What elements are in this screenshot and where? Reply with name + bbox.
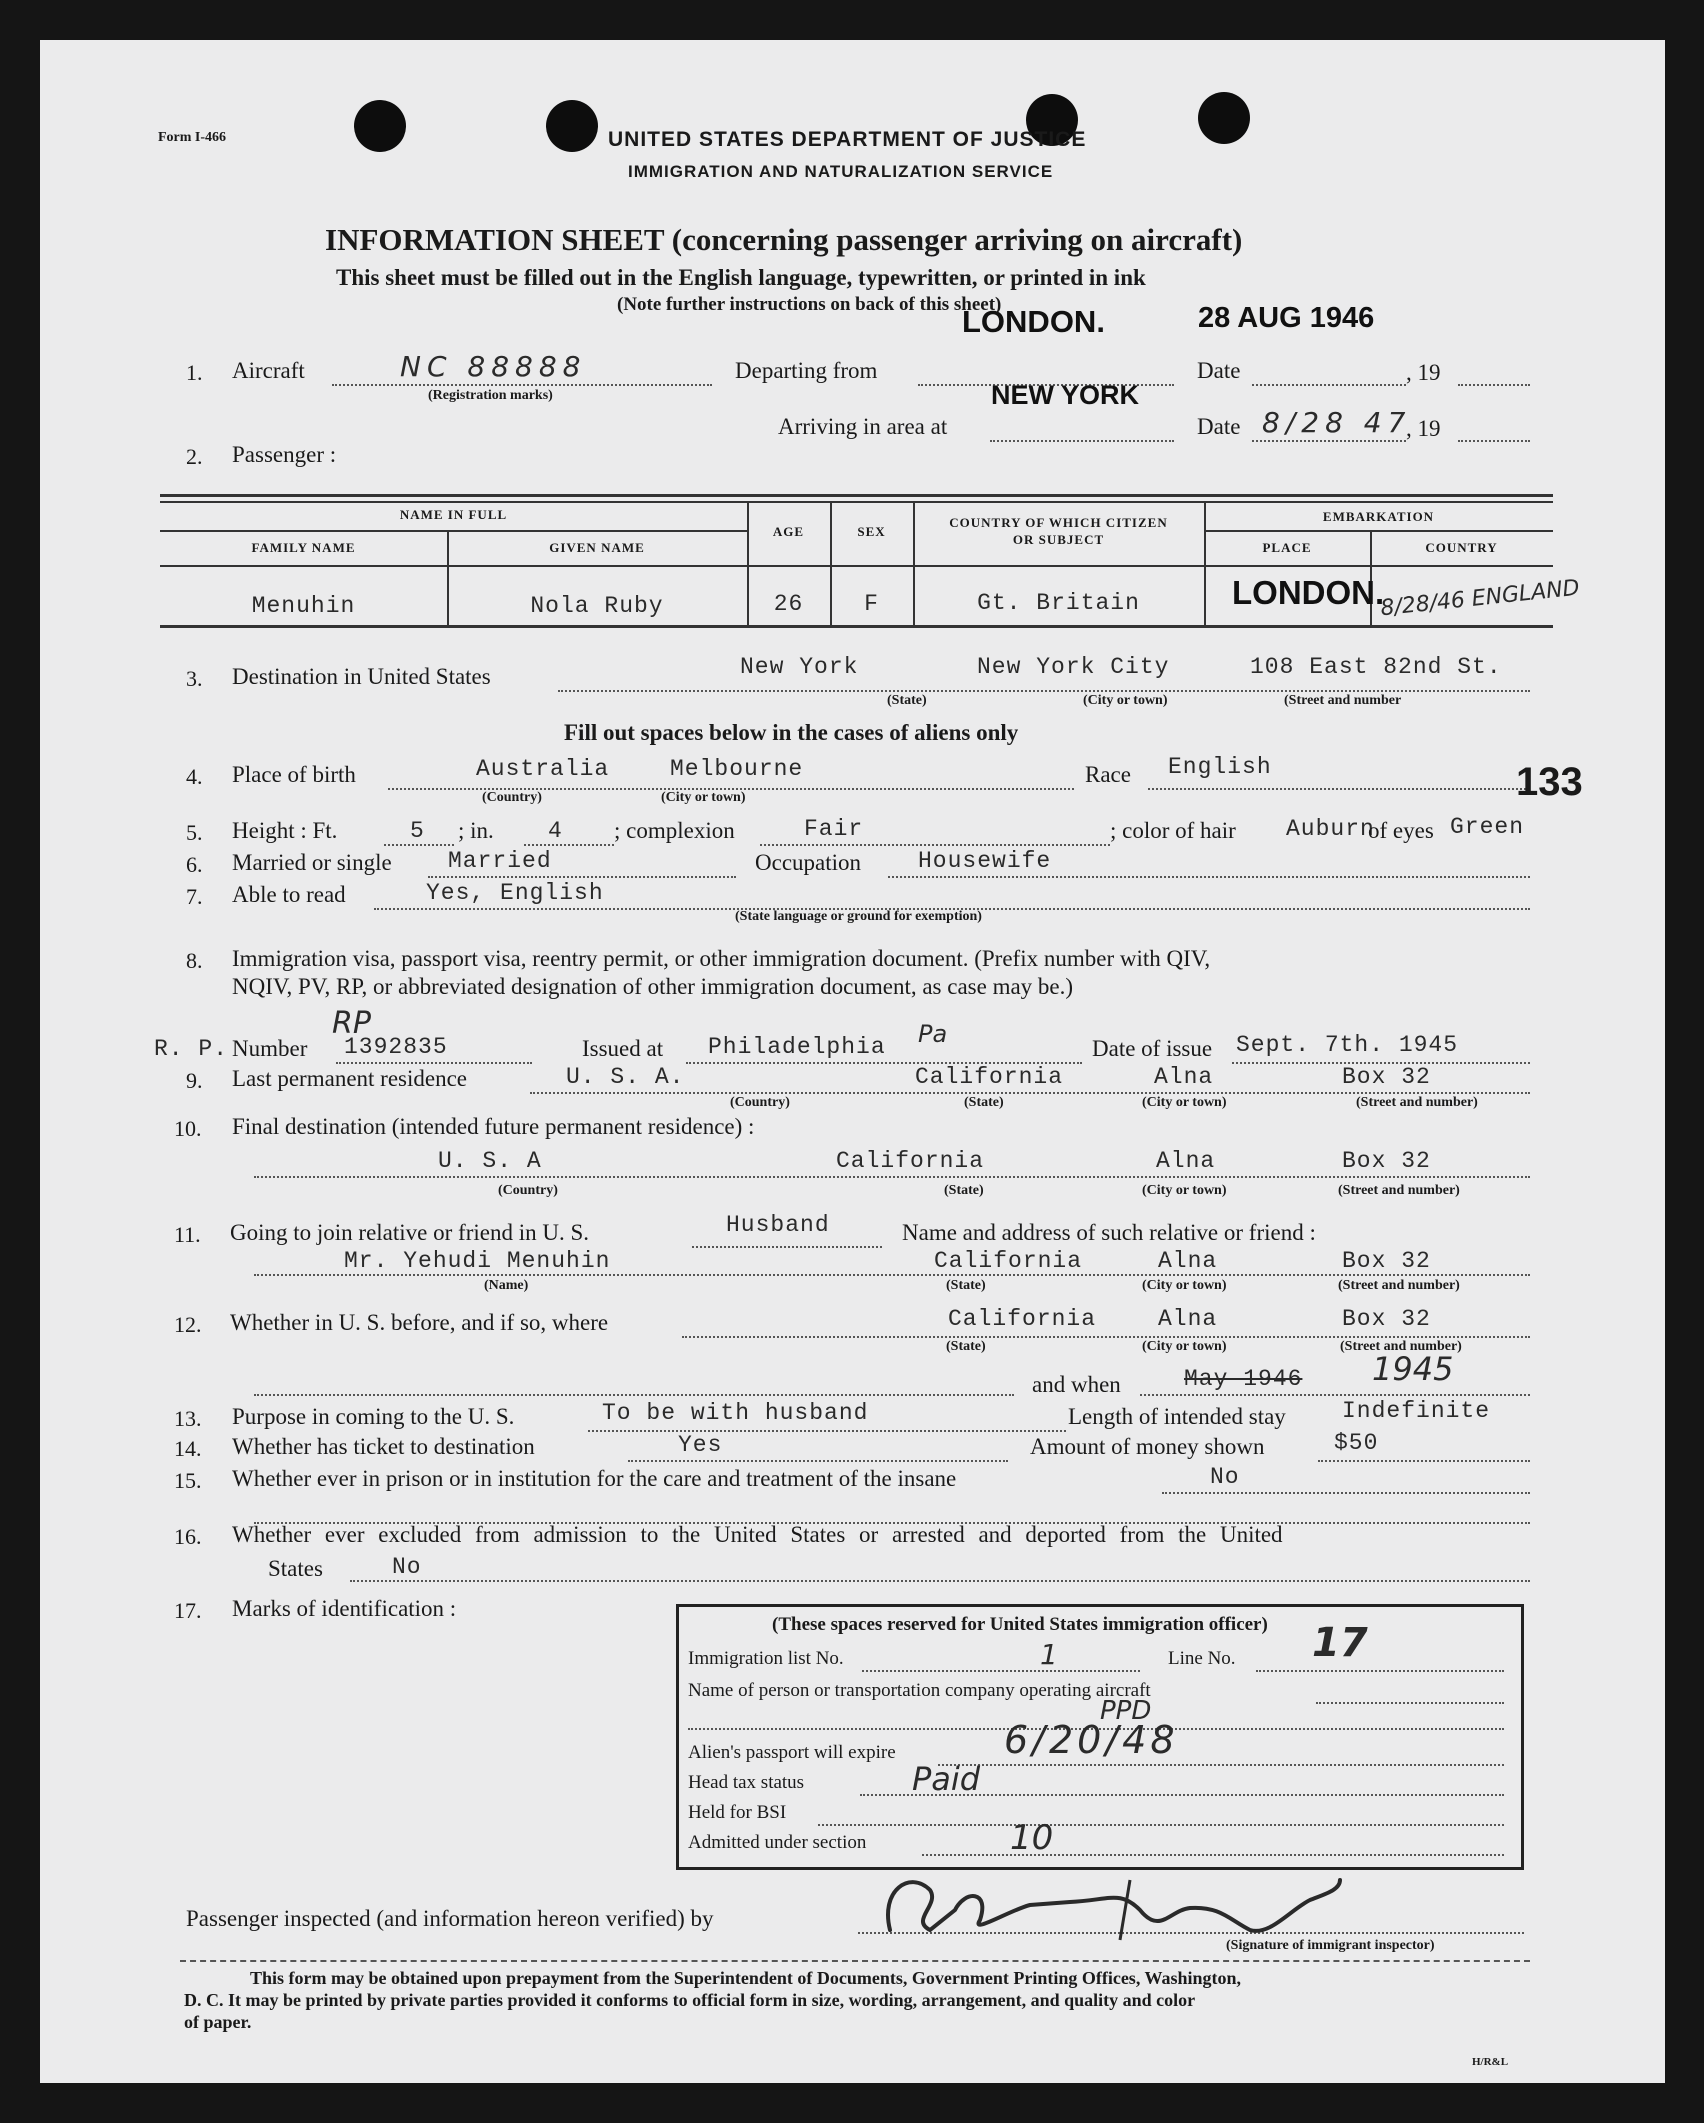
signature-caption: (Signature of immigrant inspector) (1226, 1938, 1435, 1953)
margin-number: 133 (1516, 760, 1583, 804)
final-destination-city: Alna (1156, 1148, 1216, 1174)
aircraft-line (332, 384, 712, 386)
caption: (State) (944, 1183, 984, 1198)
footer-line-1: This form may be obtained upon prepayment from the Superintendent of Documents, Government Printing Offices, Washington, (250, 1968, 1242, 1988)
item-number: 11. (174, 1222, 201, 1247)
birth-country: Australia (476, 756, 610, 782)
header-country: COUNTRY (1425, 540, 1498, 555)
item-number: 10. (174, 1116, 202, 1141)
ticket-line (628, 1460, 1008, 1462)
destination-state: New York (740, 654, 859, 680)
previous-visit-city: Alna (1158, 1306, 1218, 1332)
header-bottom-rule (747, 565, 1204, 567)
inches-line (524, 844, 614, 846)
final-destination-label: Final destination (intended future permanent residence) : (232, 1114, 755, 1139)
year-line (1458, 384, 1530, 386)
caption: (State) (946, 1278, 986, 1293)
previous-visit-label: Whether in U. S. before, and if so, where (230, 1310, 609, 1335)
previous-visit-state: California (948, 1306, 1097, 1332)
caption: (Name) (484, 1278, 529, 1293)
identification-label: Marks of identification : (232, 1596, 457, 1621)
caption: (Street and number (1284, 693, 1402, 708)
item-number: 17. (174, 1598, 202, 1623)
head-tax-value: Paid (912, 1760, 981, 1798)
item-number: 15. (174, 1468, 202, 1493)
document-instructions: Immigration visa, passport visa, reentry permit, or other immigration document. (Prefix number with QIV, (232, 946, 1211, 971)
join-relative-line (692, 1246, 882, 1248)
excluded-label: Whether ever excluded from admission to the United States or arrested and deported from the United (232, 1522, 1283, 1547)
arrival-date-value: 8/28 47 (1262, 406, 1412, 439)
header-family-name: FAMILY NAME (251, 540, 356, 555)
final-destination-country: U. S. A (438, 1148, 542, 1174)
embarkation-header-rule (1204, 565, 1553, 567)
occupation-line (888, 876, 1530, 878)
item-number: 12. (174, 1312, 202, 1337)
department-heading: UNITED STATES DEPARTMENT OF JUSTICE (608, 128, 1087, 151)
age-cell: 26 (773, 591, 804, 617)
prison-label: Whether ever in prison or in institution for the care and treatment of the insane (232, 1466, 957, 1491)
feet-line (384, 844, 454, 846)
item-number: 6. (186, 852, 203, 877)
previous-visit-line-2 (254, 1394, 1014, 1396)
service-heading: IMMIGRATION AND NATURALIZATION SERVICE (628, 162, 1054, 181)
occupation-value: Housewife (918, 848, 1052, 874)
marital-value: Married (448, 848, 552, 874)
previous-visit-street: Box 32 (1342, 1306, 1431, 1332)
excluded-line (350, 1580, 1530, 1582)
caption: (State) (887, 693, 927, 708)
departure-stamp-date: 28 AUG 1946 (1198, 302, 1375, 334)
eyes-value: Green (1450, 814, 1525, 840)
header-place: PLACE (1262, 540, 1312, 555)
passport-handwritten-note: PPD (1100, 1696, 1152, 1726)
hair-value: Auburn (1286, 816, 1375, 842)
join-relative-value: Husband (726, 1212, 830, 1238)
final-destination-line (254, 1176, 1530, 1178)
operator-line (1316, 1702, 1504, 1704)
arrival-date-label: Date (1197, 414, 1241, 439)
money-label: Amount of money shown (1030, 1434, 1265, 1459)
money-line (1318, 1460, 1530, 1462)
item-number: 7. (186, 884, 203, 909)
race-line (1148, 788, 1530, 790)
name-subheader-rule (160, 530, 747, 532)
embarkation-subheader-rule (1204, 530, 1553, 532)
punch-hole (354, 100, 406, 152)
caption: (Street and number) (1340, 1339, 1462, 1354)
punch-hole (546, 100, 598, 152)
section-label: Admitted under section (688, 1832, 867, 1853)
given-name-cell: Nola Ruby (530, 593, 664, 619)
excluded-value: No (392, 1554, 422, 1580)
section-value: 10 (1010, 1818, 1054, 1858)
issued-at-value: Philadelphia (708, 1034, 886, 1060)
destination-street: 108 East 82nd St. (1250, 654, 1502, 680)
departing-label: Departing from (735, 358, 878, 383)
destination-label: Destination in United States (232, 664, 491, 689)
inspected-label: Passenger inspected (and information hereon verified) by (186, 1906, 714, 1931)
footer-line-2: D. C. It may be printed by private parties provided it conforms to official form in size, wording, arrangement, and quality and color (184, 1990, 1196, 2010)
relative-name-line (254, 1274, 1530, 1276)
aircraft-caption: (Registration marks) (428, 388, 553, 403)
caption: (City or town) (1142, 1278, 1227, 1293)
form-number: Form I-466 (158, 130, 227, 145)
line-number-value: 17 (1312, 1620, 1368, 1666)
height-label: Height : Ft. (232, 818, 338, 843)
footer-code: H/R&L (1472, 2056, 1509, 2068)
relative-state-value: California (934, 1248, 1083, 1274)
height-feet: 5 (410, 818, 425, 844)
length-of-stay-label: Length of intended stay (1068, 1404, 1286, 1429)
relative-city-value: Alna (1158, 1248, 1218, 1274)
caption: (Street and number) (1338, 1183, 1460, 1198)
document-number: 1392835 (344, 1034, 448, 1060)
money-value: $50 (1334, 1430, 1379, 1456)
item-number: 1. (186, 360, 203, 385)
caption: (City or town) (1142, 1095, 1227, 1110)
year-suffix: , 19 (1406, 360, 1441, 385)
footer-line-3: of paper. (184, 2012, 252, 2032)
header-citizenship: COUNTRY OF WHICH CITIZEN (949, 515, 1168, 530)
page-title: INFORMATION SHEET (concerning passenger arriving on aircraft) (325, 222, 1243, 257)
last-residence-street: Box 32 (1342, 1064, 1431, 1090)
final-destination-state: California (836, 1148, 985, 1174)
final-destination-street: Box 32 (1342, 1148, 1431, 1174)
table-top-rule (160, 494, 1553, 497)
join-relative-label: Going to join relative or friend in U. S. (230, 1220, 589, 1245)
length-of-stay-value: Indefinite (1342, 1398, 1491, 1424)
embarkation-place-stamp: LONDON. (1232, 574, 1385, 611)
embarkation-country-handwritten: 8/28/46 ENGLAND (1379, 575, 1581, 622)
hair-label: ; color of hair (1110, 818, 1236, 843)
prison-value: No (1210, 1464, 1240, 1490)
when-line (1140, 1394, 1530, 1396)
last-residence-line (530, 1092, 1530, 1094)
line-number-line (1256, 1670, 1504, 1672)
header-embarkation: EMBARKATION (1322, 509, 1435, 524)
when-label: and when (1032, 1372, 1121, 1397)
name-header-rule (160, 565, 747, 567)
purpose-line (588, 1430, 1066, 1432)
item-number: 14. (174, 1436, 202, 1461)
departure-stamp-city: LONDON. (962, 304, 1105, 339)
document-prefix: R. P. (154, 1036, 229, 1062)
caption: (State language or ground for exemption) (735, 909, 982, 924)
height-inches: 4 (548, 818, 563, 844)
caption: (Country) (730, 1095, 790, 1110)
header-name-in-full: NAME IN FULL (399, 507, 508, 522)
head-tax-label: Head tax status (688, 1772, 805, 1793)
document-number-line (336, 1062, 532, 1064)
table-bottom-rule (160, 625, 1553, 628)
year-line (1458, 440, 1530, 442)
table-top-rule-2 (160, 501, 1553, 503)
item-number: 3. (186, 666, 203, 691)
caption: (Country) (498, 1183, 558, 1198)
birth-city: Melbourne (670, 756, 804, 782)
list-number-line (862, 1670, 1140, 1672)
relative-name-value: Mr. Yehudi Menuhin (344, 1248, 611, 1274)
eyes-label: of eyes (1368, 818, 1434, 843)
caption: (City or town) (1142, 1183, 1227, 1198)
previous-visit-line (682, 1336, 1530, 1338)
ticket-label: Whether has ticket to destination (232, 1434, 535, 1459)
last-residence-label: Last permanent residence (232, 1066, 467, 1091)
caption: (Street and number) (1338, 1278, 1460, 1293)
caption: (City or town) (661, 790, 746, 805)
complexion-line (760, 844, 1110, 846)
line-number-label: Line No. (1168, 1648, 1236, 1669)
aircraft-label: Aircraft (232, 358, 305, 383)
last-residence-state: California (915, 1064, 1064, 1090)
passport-expiry-label: Alien's passport will expire (688, 1742, 896, 1763)
race-label: Race (1085, 762, 1131, 787)
when-handwritten: 1945 (1372, 1350, 1454, 1388)
item-number: 5. (186, 820, 203, 845)
item-number: 2. (186, 444, 203, 469)
relative-street-value: Box 32 (1342, 1248, 1431, 1274)
issued-handwritten: Pa (918, 1020, 948, 1048)
instructions-note: (Note further instructions on back of this sheet) (617, 294, 1002, 315)
family-name-cell: Menuhin (251, 593, 356, 619)
destination-line (558, 690, 1530, 692)
document-instructions-2: NQIV, PV, RP, or abbreviated designation of other immigration document, as case may be.) (232, 974, 1074, 999)
last-residence-country: U. S. A. (566, 1064, 685, 1090)
relative-name-label: Name and address of such relative or friend : (902, 1220, 1316, 1245)
issued-label: Issued at (582, 1036, 664, 1061)
excluded-label-2: States (268, 1556, 323, 1581)
occupation-label: Occupation (755, 850, 862, 875)
header-sex: SEX (857, 524, 886, 539)
prison-line (1162, 1492, 1530, 1494)
citizenship-cell: Gt. Britain (977, 590, 1140, 616)
officer-box-title: (These spaces reserved for United States immigration officer) (772, 1614, 1268, 1635)
document-prefix-handwritten: RP (332, 1006, 371, 1041)
footer-rule (180, 1960, 1530, 1962)
last-residence-city: Alna (1154, 1064, 1214, 1090)
aircraft-value: NC 88888 (400, 350, 587, 383)
operator-label: Name of person or transportation company operating aircraft (688, 1680, 1151, 1701)
arrival-stamp-city: NEW YORK (991, 380, 1140, 410)
year-suffix: , 19 (1406, 416, 1441, 441)
item-number: 9. (186, 1068, 203, 1093)
caption: (State) (964, 1095, 1004, 1110)
arriving-line (990, 440, 1174, 442)
item-number: 4. (186, 764, 203, 789)
caption: (State) (946, 1339, 986, 1354)
read-label: Able to read (232, 882, 346, 907)
header-given-name: GIVEN NAME (549, 540, 645, 555)
marital-label: Married or single (232, 850, 392, 875)
header-citizenship-2: OR SUBJECT (1012, 532, 1105, 547)
complexion-value: Fair (804, 816, 864, 842)
caption: (Street and number) (1356, 1095, 1478, 1110)
document-number-label: Number (232, 1036, 308, 1061)
aliens-heading: Fill out spaces below in the cases of aliens only (564, 720, 1019, 745)
sex-cell: F (864, 591, 879, 617)
departure-date-line (1252, 384, 1406, 386)
passenger-label: Passenger : (232, 442, 337, 467)
complexion-label: ; complexion (614, 818, 735, 843)
departure-date-label: Date (1197, 358, 1241, 383)
race-value: English (1168, 754, 1272, 780)
punch-hole (1198, 92, 1250, 144)
bsi-label: Held for BSI (688, 1802, 787, 1823)
passport-expiry-value: 6/20/48 (1004, 1718, 1179, 1762)
date-of-issue-value: Sept. 7th. 1945 (1236, 1032, 1459, 1058)
marital-line (428, 876, 736, 878)
caption: (City or town) (1142, 1339, 1227, 1354)
list-number-value: 1 (1040, 1638, 1058, 1671)
read-value: Yes, English (426, 880, 604, 906)
item-number: 16. (174, 1524, 202, 1549)
header-age: AGE (772, 524, 805, 539)
caption: (Country) (482, 790, 542, 805)
arrival-date-line (1252, 440, 1406, 442)
purpose-label: Purpose in coming to the U. S. (232, 1404, 515, 1429)
arriving-label: Arriving in area at (778, 414, 948, 439)
item-number: 8. (186, 948, 203, 973)
destination-city: New York City (977, 654, 1170, 680)
birthplace-label: Place of birth (232, 762, 356, 787)
item-number: 13. (174, 1406, 202, 1431)
ticket-value: Yes (678, 1432, 723, 1458)
list-number-label: Immigration list No. (688, 1648, 844, 1669)
passport-expiry-line (938, 1764, 1504, 1766)
date-of-issue-label: Date of issue (1092, 1036, 1213, 1061)
caption: (City or town) (1083, 693, 1168, 708)
bsi-line (818, 1824, 1504, 1826)
instructions: This sheet must be filled out in the English language, typewritten, or printed in ink (336, 265, 1146, 290)
inches-label: ; in. (458, 818, 494, 843)
purpose-value: To be with husband (602, 1400, 869, 1426)
when-typed: May 1946 (1184, 1366, 1303, 1392)
